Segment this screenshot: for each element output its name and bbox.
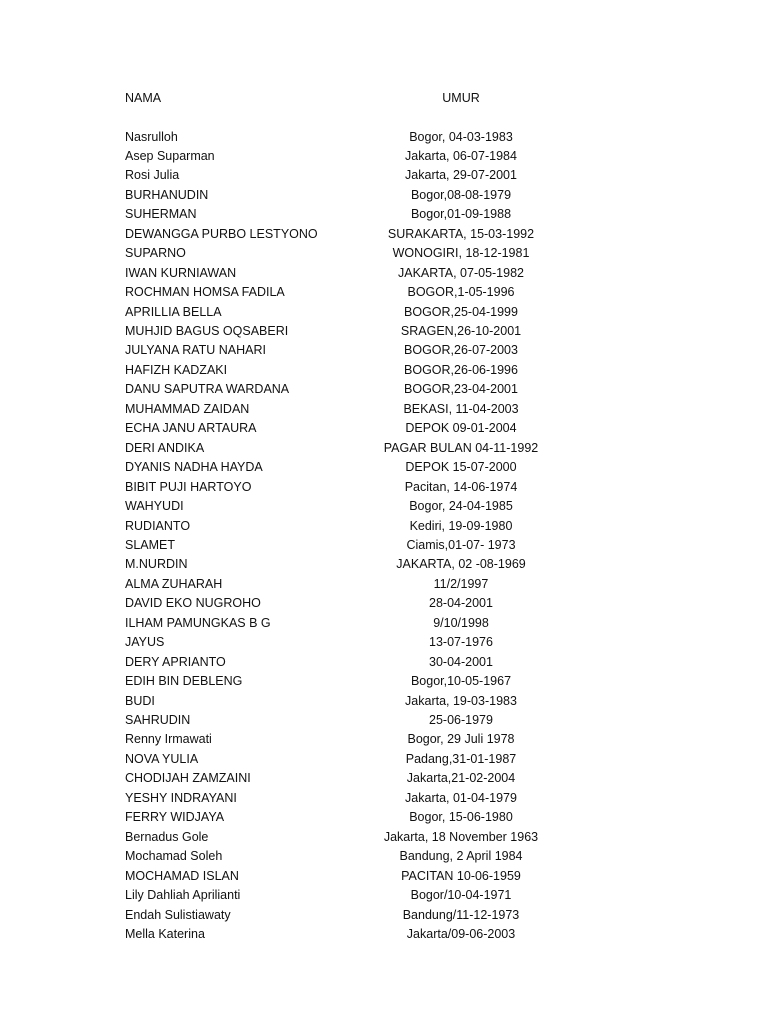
row-umur: BOGOR,23-04-2001 bbox=[404, 382, 518, 397]
row-umur: JAKARTA, 07-05-1982 bbox=[398, 265, 524, 280]
table-row bbox=[0, 419, 768, 438]
table-row bbox=[0, 633, 768, 652]
row-nama: SUPARNO bbox=[125, 246, 186, 261]
row-nama: APRILLIA BELLA bbox=[125, 304, 222, 319]
row-umur: PACITAN 10-06-1959 bbox=[401, 868, 521, 883]
row-umur: Jakarta, 01-04-1979 bbox=[405, 790, 517, 805]
row-nama: BUDI bbox=[125, 693, 155, 708]
row-nama: YESHY INDRAYANI bbox=[125, 790, 237, 805]
row-umur: DEPOK 09-01-2004 bbox=[405, 421, 517, 436]
row-umur: Bogor/10-04-1971 bbox=[410, 888, 512, 903]
table-row bbox=[0, 886, 768, 905]
row-umur: SRAGEN,26-10-2001 bbox=[400, 324, 522, 338]
row-umur: Jakarta, 06-07-1984 bbox=[405, 148, 517, 163]
row-nama: DAVID EKO NUGROHO bbox=[125, 596, 261, 611]
row-nama: Mochamad Soleh bbox=[125, 849, 223, 864]
table-row bbox=[0, 458, 768, 477]
row-nama: JAYUS bbox=[125, 635, 165, 650]
row-nama: DERY APRIANTO bbox=[125, 654, 226, 669]
row-nama: Mella Katerina bbox=[125, 926, 205, 941]
table-row bbox=[0, 478, 768, 497]
table-row bbox=[0, 653, 768, 672]
row-nama: RUDIANTO bbox=[125, 518, 191, 533]
table-row bbox=[0, 322, 768, 341]
row-umur: Bogor, 15-06-1980 bbox=[409, 810, 513, 825]
header-umur: UMUR bbox=[442, 91, 480, 105]
row-nama: Rosi Julia bbox=[125, 168, 180, 183]
row-nama: IWAN KURNIAWAN bbox=[125, 265, 237, 280]
row-umur: Jakarta, 18 November 1963 bbox=[383, 829, 539, 844]
header-nama: NAMA bbox=[125, 91, 162, 105]
row-nama: DYANIS NADHA HAYDA bbox=[125, 460, 263, 475]
row-nama: FERRY WIDJAYA bbox=[125, 810, 225, 825]
table-row bbox=[0, 555, 768, 574]
row-nama: ROCHMAN HOMSA FADILA bbox=[125, 285, 285, 300]
row-nama: Endah Sulistiawaty bbox=[125, 907, 231, 922]
row-nama: HAFIZH KADZAKI bbox=[125, 362, 228, 377]
table-row bbox=[0, 672, 768, 691]
table-row bbox=[0, 341, 768, 360]
row-umur: Bogor, 04-03-1983 bbox=[409, 129, 513, 144]
row-nama: SAHRUDIN bbox=[125, 713, 191, 727]
row-umur: SURAKARTA, 15-03-1992 bbox=[387, 226, 535, 241]
row-umur: Jakarta,21-02-2004 bbox=[406, 771, 516, 786]
table-row bbox=[0, 517, 768, 536]
table-row bbox=[0, 264, 768, 283]
row-nama: SLAMET bbox=[125, 537, 176, 552]
table-row bbox=[0, 303, 768, 322]
row-umur: JAKARTA, 02 -08-1969 bbox=[396, 557, 526, 572]
row-umur: 13-07-1976 bbox=[429, 635, 493, 650]
table-row bbox=[0, 283, 768, 302]
table-row bbox=[0, 925, 768, 944]
row-nama: BURHANUDIN bbox=[125, 187, 209, 202]
row-nama: JULYANA RATU NAHARI bbox=[125, 343, 266, 358]
row-nama: M.NURDIN bbox=[125, 557, 188, 572]
row-nama: MOCHAMAD ISLAN bbox=[125, 868, 239, 883]
table-row bbox=[0, 147, 768, 166]
table-row bbox=[0, 614, 768, 633]
row-nama: Bernadus Gole bbox=[125, 829, 209, 844]
table-row bbox=[0, 380, 768, 399]
table-row bbox=[0, 730, 768, 749]
row-umur: Jakarta/09-06-2003 bbox=[406, 926, 516, 941]
row-umur: Pacitan, 14-06-1974 bbox=[404, 479, 518, 494]
row-umur: BOGOR,1-05-1996 bbox=[407, 285, 515, 300]
table-row bbox=[0, 594, 768, 613]
row-nama: WAHYUDI bbox=[125, 499, 184, 514]
table-row bbox=[0, 186, 768, 205]
row-umur: 11/2/1997 bbox=[433, 576, 489, 591]
row-nama: Lily Dahliah Aprilianti bbox=[125, 888, 241, 903]
row-umur: DEPOK 15-07-2000 bbox=[405, 460, 517, 475]
table-row bbox=[0, 575, 768, 594]
table-row bbox=[0, 750, 768, 769]
table-row bbox=[0, 497, 768, 516]
row-nama: CHODIJAH ZAMZAINI bbox=[125, 771, 251, 786]
row-umur: BEKASI, 11-04-2003 bbox=[403, 401, 519, 416]
table-row bbox=[0, 847, 768, 866]
table-row bbox=[0, 769, 768, 788]
row-umur: 25-06-1979 bbox=[429, 713, 493, 727]
row-nama: Asep Suparman bbox=[125, 148, 215, 163]
table-row bbox=[0, 867, 768, 886]
table-row bbox=[0, 711, 768, 730]
row-nama: DERI ANDIKA bbox=[125, 440, 205, 455]
row-umur: Bogor,01-09-1988 bbox=[410, 207, 512, 222]
row-umur: 28-04-2001 bbox=[429, 596, 493, 611]
row-nama: Renny Irmawati bbox=[125, 732, 212, 747]
row-umur: Jakarta, 29-07-2001 bbox=[405, 168, 517, 183]
row-nama: DEWANGGA PURBO LESTYONO bbox=[125, 226, 318, 241]
row-umur: Bandung/11-12-1973 bbox=[402, 907, 520, 922]
row-nama: BIBIT PUJI HARTOYO bbox=[125, 479, 252, 494]
row-umur: 30-04-2001 bbox=[429, 654, 493, 669]
table-row bbox=[0, 361, 768, 380]
table-row bbox=[0, 906, 768, 925]
row-umur: Ciamis,01-07- 1973 bbox=[406, 537, 516, 552]
row-nama: Nasrulloh bbox=[125, 129, 178, 144]
row-nama: SUHERMAN bbox=[125, 207, 197, 222]
table-row bbox=[0, 808, 768, 827]
row-umur: BOGOR,26-07-2003 bbox=[404, 343, 518, 358]
table-row bbox=[0, 166, 768, 185]
row-umur: PAGAR BULAN 04-11-1992 bbox=[383, 440, 539, 455]
row-umur: BOGOR,25-04-1999 bbox=[404, 304, 518, 319]
table-row bbox=[0, 536, 768, 555]
row-umur: Bogor, 29 Juli 1978 bbox=[407, 732, 515, 747]
row-umur: BOGOR,26-06-1996 bbox=[404, 362, 518, 377]
table-row bbox=[0, 205, 768, 224]
row-umur: Kediri, 19-09-1980 bbox=[409, 518, 513, 533]
table-row bbox=[0, 828, 768, 847]
table-row bbox=[0, 400, 768, 419]
table-row bbox=[0, 225, 768, 244]
table-header bbox=[0, 89, 768, 108]
row-umur: Jakarta, 19-03-1983 bbox=[405, 693, 517, 708]
row-nama: MUHAMMAD ZAIDAN bbox=[125, 401, 250, 416]
table-row bbox=[0, 128, 768, 147]
row-umur: WONOGIRI, 18-12-1981 bbox=[392, 246, 530, 261]
row-umur: Bogor, 24-04-1985 bbox=[409, 499, 513, 514]
row-nama: ILHAM PAMUNGKAS B G bbox=[125, 615, 271, 630]
row-umur: Bandung, 2 April 1984 bbox=[399, 849, 523, 864]
table-row bbox=[0, 244, 768, 263]
row-nama: EDIH BIN DEBLENG bbox=[125, 674, 243, 689]
row-umur: Bogor,10-05-1967 bbox=[410, 674, 512, 689]
row-umur: 9/10/1998 bbox=[433, 615, 489, 630]
table-row bbox=[0, 692, 768, 711]
row-nama: ALMA ZUHARAH bbox=[125, 576, 223, 591]
row-nama: NOVA YULIA bbox=[125, 751, 199, 766]
row-umur: Bogor,08-08-1979 bbox=[410, 187, 512, 202]
row-nama: DANU SAPUTRA WARDANA bbox=[125, 382, 290, 397]
table-row bbox=[0, 789, 768, 808]
row-nama: MUHJID BAGUS OQSABERI bbox=[125, 324, 289, 338]
table-row bbox=[0, 439, 768, 458]
row-nama: ECHA JANU ARTAURA bbox=[125, 421, 257, 436]
row-umur: Padang,31-01-1987 bbox=[405, 751, 517, 766]
